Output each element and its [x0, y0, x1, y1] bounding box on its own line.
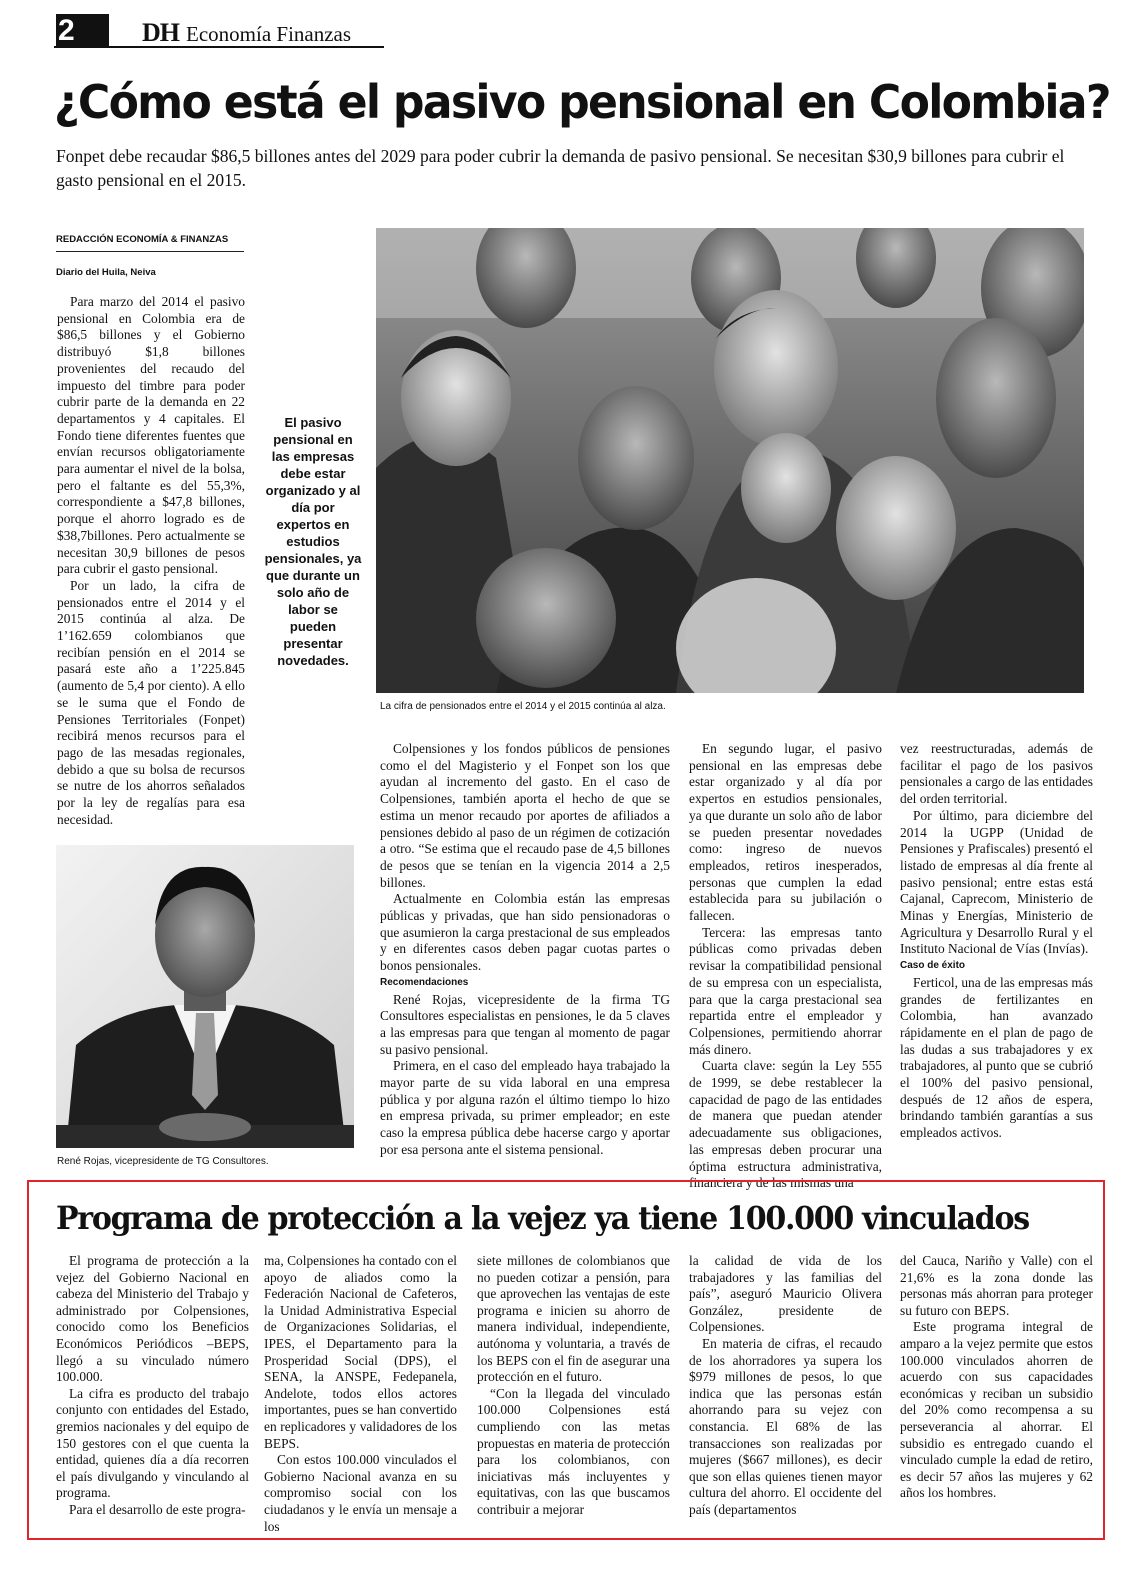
brand-logo: DH: [142, 18, 179, 47]
article-deck: Fonpet debe recaudar $86,5 billones antes del 2029 para poder cubrir la demanda de pasivo pensional. Se necesitan $30,9 billones para cubrir el gasto pensional en el 2015.: [56, 146, 1065, 190]
photo-caption: La cifra de pensionados entre el 2014 y el 2015 continúa al alza.: [380, 701, 666, 712]
paragraph: La cifra es producto del trabajo conjunto con entidades del Estado, gremios nacionales y del equipo de 150 gestores con el que cuenta la entidad, quienes día a día recorren el país divulgando y vinculando al programa.: [56, 1385, 249, 1501]
paragraph: Para el desarrollo de este progra-: [69, 1501, 246, 1517]
article-column-3: [689, 741, 882, 1192]
section-name: Economía Finanzas: [186, 22, 352, 46]
paragraph: vez reestructuradas, además de facilitar el pago de los pasivos pensionales a cargo de las entidades del orden territorial.: [900, 741, 1093, 807]
paragraph: En materia de cifras, el recaudo de los ahorradores ya supera los $979 millones de pesos, lo que indica que las personas están ahorrando para su vejez con constancia. El 68% de las transacciones son realizadas por mujeres ($667 millones), es decir que son ellas quienes tienen mayor cultura del ahorro. El occidente del país (departamentos: [689, 1335, 882, 1517]
box-column-3: [477, 1253, 670, 1519]
paragraph: ma, Colpensiones ha contado con el apoyo de aliados como la Federación Nacional de Cafeteros, la Unidad Administrativa Especial de Organizaciones Solidarias, el IPES, el Departamento para la Prosperidad Social (DPS), el SENA, la ANSPE, Fedepanela, Andelote, todos ellos actores importantes, pues se han convertido en replicadores y validadores de los BEPS.: [264, 1253, 457, 1451]
byline: REDACCIÓN ECONOMÍA & FINANZAS: [56, 234, 244, 252]
portrait-caption: René Rojas, vicepresidente de TG Consultores.: [57, 1156, 269, 1167]
paragraph: Cuarta clave: según la Ley 555 de 1999, se debe restablecer la capacidad de pago de las entidades de manera que puedan atender adecuadamente sus obligaciones, las empresas deben procurar una óptima estructura administrativa, financiera y de las mismas una: [689, 1058, 882, 1191]
box-column-5: [900, 1253, 1093, 1502]
article-column-2: [380, 741, 670, 1159]
subhead-caso-de-exito: Caso de éxito: [900, 960, 966, 972]
paragraph: El programa de protección a la vejez del Gobierno Nacional en cabeza del Ministerio del Trabajo y administrado por Colpensiones, conocido como los Beneficios Económicos Periódicos –BEPS, llegó a su vinculado número 100.000.: [56, 1253, 249, 1385]
box-headline: Programa de protección a la vejez ya tiene 100.000 vinculados: [56, 1199, 1029, 1237]
paragraph: Primera, en el caso del empleado haya trabajado la mayor parte de su vida laboral en una empresa pública y por alguna razón el último tiempo lo hizo en empresa privada, su primer empleador; en este caso la empresa pública debe hacerse cargo y aportar por esa persona ante el sistema pensional.: [380, 1058, 670, 1157]
box-column-1: [56, 1253, 249, 1519]
article-headline: ¿Cómo está el pasivo pensional en Colombia?: [54, 75, 1110, 129]
paragraph: Este programa integral de amparo a la vejez permite que estos 100.000 vinculados ahorren de acuerdo con sus capacidades económicas y reciban un subsidio del 20% como recompensa a su perseverancia al ahorrar. El subsidio es entregado cuando el vinculado cumple la edad de retiro, es decir 57 años las mujeres y 62 años los hombres.: [900, 1319, 1093, 1501]
paragraph: Para marzo del 2014 el pasivo pensional en Colombia era de $86,5 billones y el Gobierno distribuyó $1,8 billones provenientes del recaudo del impuesto del timbre para poder cubrir parte de la demanda en 22 departamentos y 4 capitales. El Fondo tiene diferentes fuentes que envían recursos obligatoriamente para aumentar el nivel de la bolsa, pero el faltante es del 55,3%, correspondiente a $47,8 billones, porque el ahorro logrado es de $38,7billones. Pero actualmente se necesitan 30,9 billones de pesos para cubrir el gasto pensional.: [57, 294, 245, 577]
portrait-photo: [56, 845, 354, 1148]
article-column-1: [57, 294, 245, 829]
crowd-photo: [376, 228, 1084, 693]
dateline: Diario del Huila, Neiva: [56, 267, 156, 278]
pull-quote: El pasivo pensional en las empresas debe estar organizado y al día por expertos en estudios pensionales, ya que durante un solo año de labor se pueden presentar novedades.: [264, 415, 362, 668]
paragraph: Con estos 100.000 vinculados el Gobierno Nacional avanza en su compromiso social con los ciudadanos y le envía un mensaje a los: [264, 1452, 457, 1534]
subhead-recomendaciones: Recomendaciones: [380, 976, 469, 988]
paragraph: Actualmente en Colombia están las empresas públicas y privadas, que han sido pensionadoras o que asumieron la carga prestacional de sus empleados y en diferentes casos deben pagar cuotas partes o bonos pensionales.: [380, 891, 670, 974]
box-column-4: [689, 1253, 882, 1519]
paragraph: “Con la llegada del vinculado 100.000 Colpensiones está cumpliendo con las metas propuestas en materia de protección para los colombianos, con iniciativas más incluyentes y equitativas, con las que buscamos contribuir a mejorar: [477, 1385, 670, 1517]
paragraph: del Cauca, Nariño y Valle) con el 21,6% es la zona donde las personas más ahorran para proteger su futuro con BEPS.: [900, 1253, 1093, 1318]
paragraph: Por último, para diciembre del 2014 la UGPP (Unidad de Pensiones y Prafiscales) presentó el listado de empresas al día frente al pasivo pensional; entre estas está Cajanal, Caprecom, Ministerio de Minas y Energías, Ministerio de Agricultura y Desarrollo Rural y el Instituto Nacional de Vías (Invías).: [900, 807, 1093, 957]
paragraph: siete millones de colombianos que no pueden cotizar a pensión, para que aprovechen las ventajas de este programa e inicien su ahorro de manera individual, independiente, autónoma y voluntaria, a través de los BEPS con el fin de asegurar una protección en el futuro.: [477, 1253, 670, 1385]
paragraph: En segundo lugar, el pasivo pensional en las empresas debe estar organizado y al día por expertos en estudios pensionales, ya que durante un solo año de labor se pueden presentar novedades como: ingreso de nuevos empleados, retiros inesperados, personas que cumplen la edad establecida para su jubilación o fallecen.: [689, 741, 882, 924]
paragraph: la calidad de vida de los trabajadores y las familias del país”, aseguró Mauricio Olivera González, presidente de Colpensiones.: [689, 1253, 882, 1335]
paragraph: Por un lado, la cifra de pensionados entre el 2014 y el 2015 continúa al alza. De 1’162.659 colombianos que recibían pensión en el 2014 se pasará este año a 1’225.845 (aumento de 5,4 por ciento). A ello se le suma que el Fondo de Pensiones Territoriales (Fonpet) recibirá menos recursos para el pago de las mesadas regionales, debido a que su bolsa de recursos se nutre de los ahorros señalados por la ley de regalías para esa necesidad.: [57, 577, 245, 827]
paragraph: René Rojas, vicepresidente de la firma TG Consultores especialistas en pensiones, le da 5 claves a las empresas para que tengan al momento de pagar su pasivo pensional.: [380, 991, 670, 1057]
paragraph: Colpensiones y los fondos públicos de pensiones como el del Magisterio y el Fonpet son los que ayudan al incremento del gasto. En el caso de Colpensiones, también aporta el hecho de que se estima un menor recaudo por aportes de afiliados a pensiones debido al paso de un régimen de cotización a otro. “Se estima que el recaudo pase de 4,5 billones de pesos que se tenían en la vigencia 2014 a 2,5 billones.: [380, 741, 670, 890]
article-column-4: [900, 741, 1093, 1142]
box-column-2: [264, 1253, 457, 1535]
page-number: 2: [56, 14, 109, 48]
paragraph: Ferticol, una de las empresas más grandes de fertilizantes en Colombia, han avanzado rápidamente en el plan de pago de las dudas a sus trabajadores y ex trabajadores, al punto que se cubrió el 100% del pasivo pensional, después de 12 años de espera, brindando también garantías a sus empleados activos.: [900, 974, 1093, 1141]
paragraph: Tercera: las empresas tanto públicas como privadas deben revisar la compatibilidad pensional de su empresa con un especialista, para que la carga prestacional sea repartida entre el empleador y Colpensiones, permitiendo ahorrar más dinero.: [689, 924, 882, 1057]
